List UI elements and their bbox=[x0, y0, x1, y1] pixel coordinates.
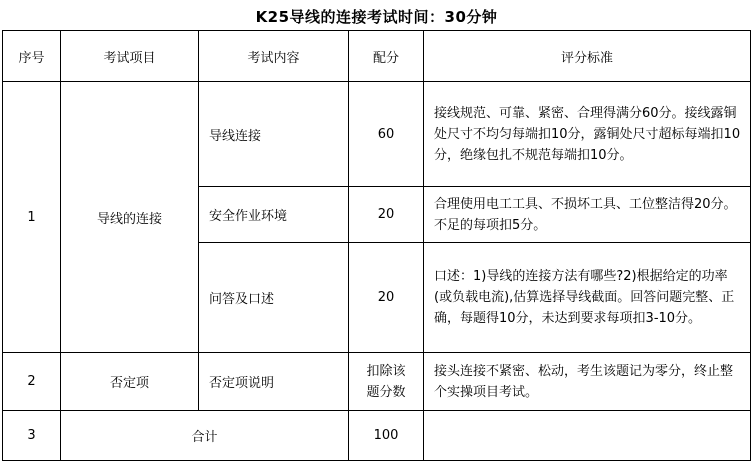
row2-seq: 2 bbox=[3, 353, 61, 411]
row3-item: 合计 bbox=[61, 411, 349, 461]
row1-score-1: 60 bbox=[349, 82, 424, 187]
row3-criteria bbox=[424, 411, 751, 461]
header-row bbox=[3, 31, 751, 82]
row2-criteria: 接头连接不紧密、松动，考生该题记为零分，终止整个实操项目考试。 bbox=[424, 353, 751, 411]
row1-score-3: 20 bbox=[349, 243, 424, 353]
exam-title: K25导线的连接考试时间：30分钟 bbox=[255, 8, 498, 26]
header-item: 考试项目 bbox=[61, 31, 199, 82]
row2-content: 否定项说明 bbox=[199, 353, 349, 411]
row2-score bbox=[349, 353, 424, 411]
row1-seq: 1 bbox=[3, 82, 61, 353]
header-seq: 序号 bbox=[3, 31, 61, 82]
row1-content-1: 导线连接 bbox=[199, 82, 349, 187]
row1-content-2: 安全作业环境 bbox=[199, 187, 349, 243]
table-row bbox=[3, 411, 751, 461]
row1-criteria-1: 接线规范、可靠、紧密、合理得满分60分。接线露铜处尺寸不均匀每端扣10分，露铜处尺寸超标每端扣10分，绝缘包扎不规范每端扣10分。 bbox=[424, 82, 751, 187]
header-criteria: 评分标准 bbox=[424, 31, 751, 82]
header-content: 考试内容 bbox=[199, 31, 349, 82]
table-row bbox=[3, 353, 751, 411]
row3-score: 100 bbox=[349, 411, 424, 461]
row1-criteria-2: 合理使用电工工具、不损坏工具、工位整洁得20分。不足的每项扣5分。 bbox=[424, 187, 751, 243]
table-row bbox=[3, 82, 751, 187]
row2-item: 否定项 bbox=[61, 353, 199, 411]
row3-seq: 3 bbox=[3, 411, 61, 461]
row2-score-line1: 扣除该 bbox=[366, 363, 406, 379]
row1-content-3: 问答及口述 bbox=[199, 243, 349, 353]
row2-score-line2: 题分数 bbox=[366, 384, 406, 400]
row1-item: 导线的连接 bbox=[61, 82, 199, 353]
scoring-table bbox=[2, 30, 751, 461]
row1-score-2: 20 bbox=[349, 187, 424, 243]
row1-criteria-3: 口述：1)导线的连接方法有哪些?2)根据给定的功率(或负载电流),估算选择导线截面。回答问题完整、正确，每题得10分，未达到要求每项扣3-10分。 bbox=[424, 243, 751, 353]
header-score: 配分 bbox=[349, 31, 424, 82]
